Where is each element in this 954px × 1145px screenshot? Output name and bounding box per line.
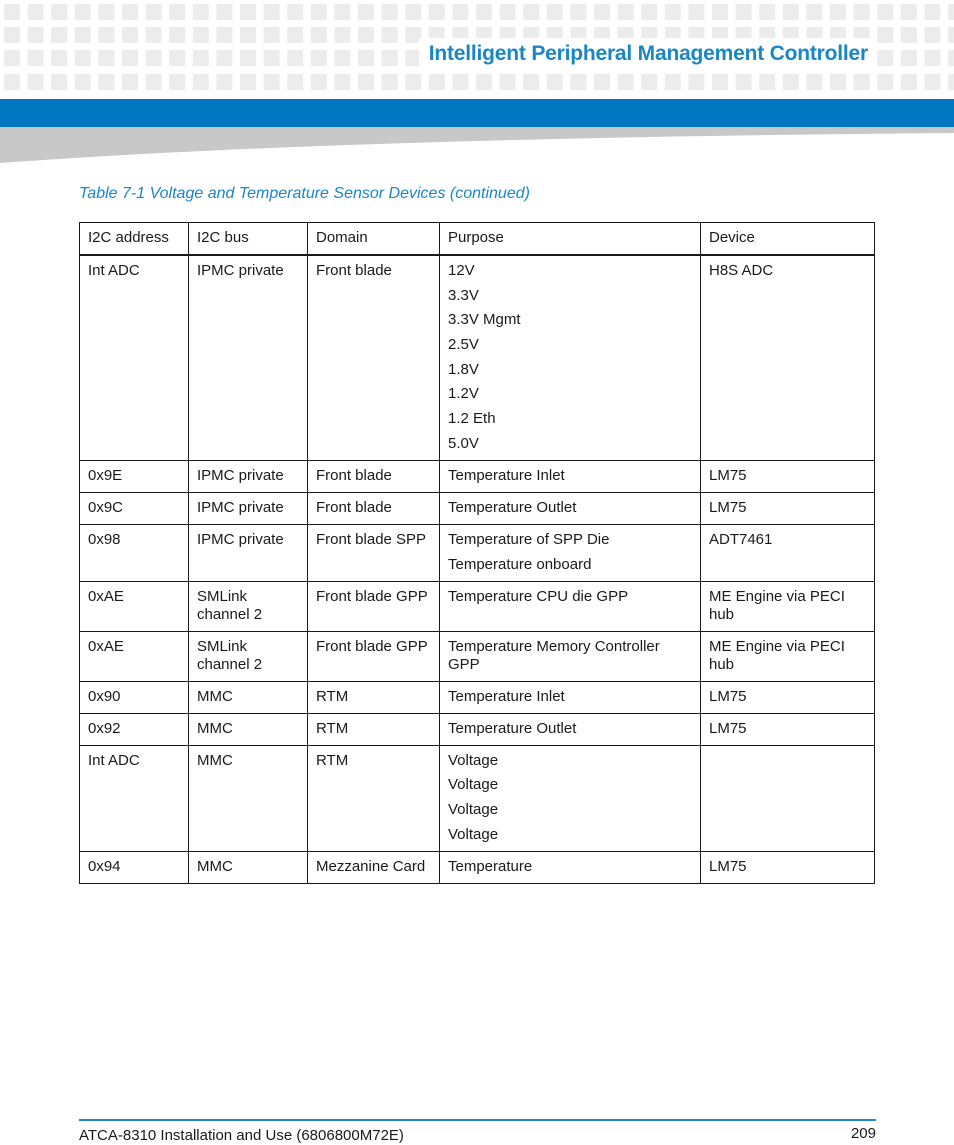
header-tile [122,50,138,66]
header-tile [854,4,870,20]
header-tile [901,4,917,20]
header-tile [476,4,492,20]
header-tile [287,50,303,66]
header-tile [806,4,822,20]
header-tile [4,50,20,66]
cell-purpose [440,492,701,524]
footer-document-title: ATCA-8310 Installation and Use (6806800M72E) [79,1127,404,1144]
cell-domain: RTM [308,713,440,745]
sensor-devices-table [79,222,875,884]
header-tile [240,74,256,90]
header-tile [75,4,91,20]
header-tile [358,50,374,66]
header-tile [405,74,421,90]
cell-i2c-address: 0x92 [80,713,189,745]
header-tile [382,50,398,66]
header-tile [429,74,445,90]
header-tile [877,74,893,90]
cell-domain: Mezzanine Card [308,851,440,883]
table-row [80,681,875,713]
header-tile [665,4,681,20]
header-tile [806,74,822,90]
header-tile [854,74,870,90]
cell-purpose [440,524,701,581]
header-tile [287,4,303,20]
cell-i2c-bus: IPMC private [189,460,308,492]
header-tile [98,4,114,20]
cell-i2c-bus: MMC [189,745,308,851]
header-tile [51,27,67,43]
column-header-domain: Domain [308,223,440,256]
cell-i2c-bus: SMLink channel 2 [189,631,308,681]
header-tile [759,4,775,20]
header-tile [193,4,209,20]
header-tile [240,27,256,43]
header-tile [594,4,610,20]
purpose-line: Voltage [448,751,499,769]
header-tile [901,27,917,43]
cell-domain: Front blade GPP [308,631,440,681]
header-tile [570,74,586,90]
header-tile [193,27,209,43]
cell-i2c-bus: MMC [189,851,308,883]
header-tile [523,4,539,20]
purpose-line: Temperature Memory Controller GPP [448,637,660,673]
header-tile [570,4,586,20]
header-tile [712,74,728,90]
header-tile [146,27,162,43]
header-tile [358,74,374,90]
header-tile [877,27,893,43]
table-row [80,492,875,524]
header-tile [405,4,421,20]
cell-i2c-address: Int ADC [80,745,189,851]
column-header-device: Device [701,223,875,256]
cell-i2c-bus: MMC [189,713,308,745]
header-tile [500,4,516,20]
header-tile [122,4,138,20]
table-row [80,631,875,681]
cell-purpose [440,681,701,713]
header-blue-band [0,99,954,127]
header-tile [948,4,954,20]
header-tile [193,50,209,66]
table-row [80,713,875,745]
header-tile [98,74,114,90]
header-tile [382,27,398,43]
header-tile [665,74,681,90]
cell-device [701,745,875,851]
header-tile [358,4,374,20]
header-tile [334,50,350,66]
footer-page-number: 209 [850,1125,876,1142]
cell-i2c-bus: SMLink channel 2 [189,581,308,631]
purpose-line: 2.5V [448,336,479,354]
header-tile [169,50,185,66]
purpose-line: Temperature CPU die GPP [448,587,629,605]
header-tile [618,4,634,20]
table-row [80,255,875,460]
purpose-line: 1.8V [448,360,479,378]
header-tile [287,74,303,90]
purpose-line: Temperature onboard [448,555,592,573]
footer-rule [79,1119,876,1121]
cell-i2c-address: 0x98 [80,524,189,581]
header-tile [736,74,752,90]
column-header-i2c-bus: I2C bus [189,223,308,256]
header-tile [830,74,846,90]
header-tile [51,50,67,66]
header-tile [759,74,775,90]
header-tile [334,27,350,43]
header-tile [382,74,398,90]
header-tile [334,4,350,20]
table-row [80,745,875,851]
cell-domain: RTM [308,681,440,713]
table-body [80,255,875,883]
purpose-line: Voltage [448,776,499,794]
purpose-line: 1.2V [448,385,479,403]
header-tile [877,50,893,66]
header-tile [216,50,232,66]
header-tile [98,27,114,43]
cell-purpose [440,851,701,883]
header-tile [429,4,445,20]
cell-i2c-address: 0x90 [80,681,189,713]
cell-i2c-address: Int ADC [80,255,189,460]
cell-purpose [440,713,701,745]
header-tile [736,4,752,20]
cell-purpose [440,581,701,631]
header-tile [146,74,162,90]
header-tile [169,27,185,43]
header-tile [641,74,657,90]
table-row [80,851,875,883]
header-tile [28,4,44,20]
header-tile [240,50,256,66]
header-tile [75,50,91,66]
cell-device: ADT7461 [701,524,875,581]
header-tile [382,4,398,20]
cell-i2c-address: 0x9E [80,460,189,492]
cell-device: LM75 [701,851,875,883]
cell-device: LM75 [701,713,875,745]
cell-i2c-bus: MMC [189,681,308,713]
header-tile [264,4,280,20]
header-tile [311,27,327,43]
header-tile [28,74,44,90]
table-row [80,581,875,631]
header-tile [264,74,280,90]
cell-i2c-bus: IPMC private [189,255,308,460]
cell-i2c-address: 0x9C [80,492,189,524]
header-tile [924,74,940,90]
table-row [80,524,875,581]
table-caption: Table 7-1 Voltage and Temperature Sensor Devices (continued) [79,185,530,202]
header-tile [51,74,67,90]
table-row [80,460,875,492]
header-tile [901,74,917,90]
header-tile [948,27,954,43]
header-tile [28,50,44,66]
header-tile [641,4,657,20]
header-tile [169,4,185,20]
header-tile [169,74,185,90]
header-tile [688,74,704,90]
header-tile [264,27,280,43]
header-tile [500,74,516,90]
purpose-line: Temperature of SPP Die [448,530,610,548]
purpose-line: 5.0V [448,434,479,452]
cell-device: LM75 [701,492,875,524]
column-header-i2c-address: I2C address [80,223,189,256]
header-tile [122,27,138,43]
cell-domain: Front blade [308,492,440,524]
cell-device: H8S ADC [701,255,875,460]
cell-domain: Front blade SPP [308,524,440,581]
purpose-line: Voltage [448,800,499,818]
header-tile [75,27,91,43]
header-tile [476,74,492,90]
purpose-line: Voltage [448,825,499,843]
header-tile [311,4,327,20]
cell-device: LM75 [701,681,875,713]
purpose-line: 3.3V Mgmt [448,311,521,329]
cell-i2c-address: 0xAE [80,631,189,681]
header-tile [830,4,846,20]
header-tile [311,50,327,66]
cell-purpose [440,460,701,492]
header-tile [51,4,67,20]
header-tile [948,50,954,66]
header-tile [452,74,468,90]
purpose-line: 1.2 Eth [448,410,496,428]
purpose-line: 3.3V [448,286,479,304]
header-tile [358,27,374,43]
cell-device: ME Engine via PECI hub [701,631,875,681]
header-tile [523,74,539,90]
header-tile [216,27,232,43]
header-tile [240,4,256,20]
header-tile [452,4,468,20]
header-tile [712,4,728,20]
cell-purpose [440,631,701,681]
header-tile [4,27,20,43]
table-header-row [80,223,875,256]
cell-purpose [440,255,701,460]
purpose-line: 12V [448,262,475,279]
header-tile [216,4,232,20]
cell-device: ME Engine via PECI hub [701,581,875,631]
header-tile [948,74,954,90]
header-grey-swoosh [0,127,954,167]
header-tile [688,4,704,20]
header-tile [264,50,280,66]
cell-domain: Front blade [308,255,440,460]
header-tile [783,4,799,20]
purpose-line: Temperature [448,857,533,875]
purpose-line: Temperature Inlet [448,466,565,484]
purpose-line: Temperature Inlet [448,687,565,705]
cell-i2c-bus: IPMC private [189,524,308,581]
cell-domain: RTM [308,745,440,851]
header-tile [901,50,917,66]
cell-domain: Front blade [308,460,440,492]
cell-domain: Front blade GPP [308,581,440,631]
column-header-purpose: Purpose [440,223,701,256]
header-tile [877,4,893,20]
header-tile [287,27,303,43]
purpose-line: Temperature Outlet [448,719,577,737]
cell-i2c-address: 0x94 [80,851,189,883]
header-tile [924,27,940,43]
header-tile [122,74,138,90]
header-tile [547,4,563,20]
cell-purpose [440,745,701,851]
header-tile [216,74,232,90]
header-tile [618,74,634,90]
header-tile [98,50,114,66]
table-header [80,223,875,256]
cell-i2c-address: 0xAE [80,581,189,631]
header-tile [146,4,162,20]
header-tile [594,74,610,90]
purpose-line: Temperature Outlet [448,498,577,516]
header-tile [547,74,563,90]
header-tile [4,4,20,20]
header-tile [146,50,162,66]
page-header-title: Intelligent Peripheral Management Controller [419,38,872,72]
header-tile [28,27,44,43]
header-tile [311,74,327,90]
header-tile [334,74,350,90]
header-tile [924,4,940,20]
cell-device: LM75 [701,460,875,492]
header-tile [4,74,20,90]
header-tile [75,74,91,90]
cell-i2c-bus: IPMC private [189,492,308,524]
header-tile [783,74,799,90]
header-tile [193,74,209,90]
header-tile [924,50,940,66]
